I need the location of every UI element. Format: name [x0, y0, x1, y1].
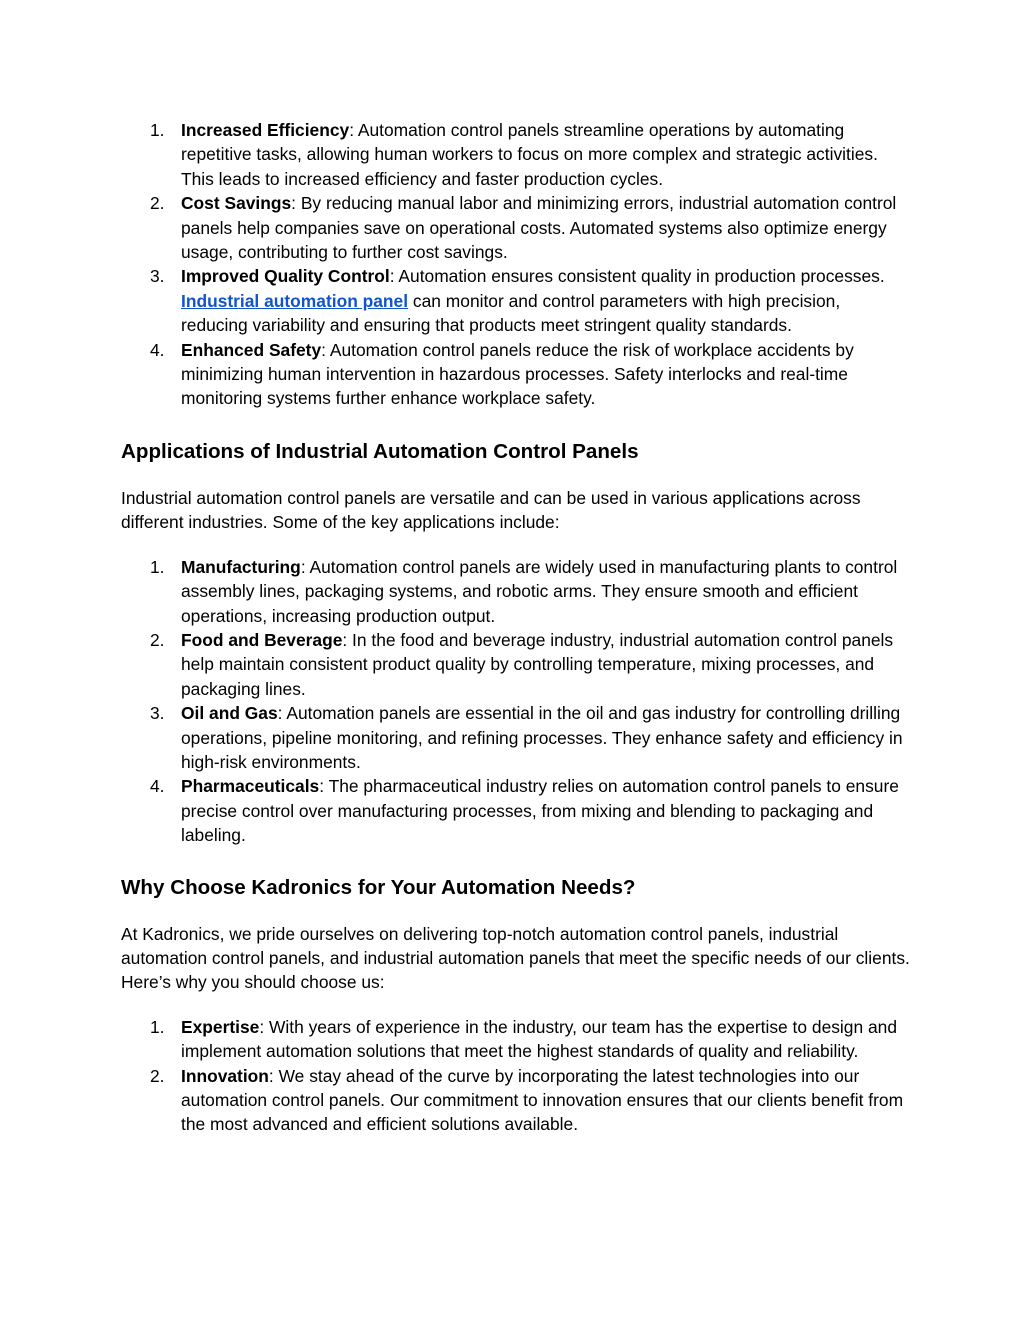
list-item	[121, 338, 911, 411]
applications-intro: Industrial automation control panels are versatile and can be used in various applications across different industries. Some of the key applications include:	[121, 487, 861, 533]
item-term: Improved Quality Control	[181, 266, 390, 287]
industrial-automation-panel-link[interactable]: Industrial automation panel	[181, 290, 409, 311]
list-item	[121, 774, 911, 847]
list-number: 2.	[150, 629, 165, 650]
item-term: Food and Beverage	[181, 629, 343, 650]
item-text: : We stay ahead of the curve by incorporating the latest technologies into our automation control panels. Our commitment to innovation ensures that our clients benefit from the most advanced and efficient solutions available.	[181, 1065, 904, 1135]
list-number: 1.	[150, 556, 165, 577]
item-term: Enhanced Safety	[181, 339, 322, 360]
applications-heading: Applications of Industrial Automation Control Panels	[121, 439, 639, 463]
item-text: : Automation control panels streamline operations by automating repetitive tasks, allowing human workers to focus on more complex and strategic activities. This leads to increased efficiency and faster production cycles.	[181, 120, 878, 189]
list-number: 4.	[150, 339, 165, 360]
document-page	[121, 118, 911, 1137]
list-item	[121, 701, 911, 774]
item-text: : With years of experience in the industry, our team has the expertise to design and implement automation solutions that meet the highest standards of quality and reliability.	[181, 1016, 897, 1062]
item-term: Oil and Gas	[181, 703, 278, 724]
list-number: 1.	[150, 1016, 165, 1037]
why-choose-heading: Why Choose Kadronics for Your Automation Needs?	[121, 875, 636, 899]
item-term: Cost Savings	[181, 193, 292, 214]
list-item	[121, 264, 911, 337]
applications-list	[121, 555, 911, 848]
list-item	[121, 555, 911, 628]
list-number: 2.	[150, 1065, 165, 1086]
item-term: Manufacturing	[181, 556, 301, 577]
list-number: 3.	[150, 703, 165, 724]
list-number: 4.	[150, 776, 165, 797]
benefits-list	[121, 118, 911, 411]
list-number: 3.	[150, 266, 165, 287]
list-item	[121, 628, 911, 701]
item-term: Increased Efficiency	[181, 120, 350, 140]
item-term: Innovation	[181, 1065, 269, 1086]
item-text: : Automation panels are essential in the oil and gas industry for controlling drilling operations, pipeline monitoring, and refining processes. They enhance safety and efficiency in high-risk environments.	[181, 703, 903, 772]
list-number: 1.	[150, 120, 165, 140]
item-term: Pharmaceuticals	[181, 776, 320, 797]
item-text: : In the food and beverage industry, industrial automation control panels help maintain consistent product quality by controlling temperature, mixing processes, and packaging lines.	[181, 629, 894, 699]
list-item	[121, 1015, 911, 1064]
item-text: : The pharmaceutical industry relies on automation control panels to ensure precise control over manufacturing processes, from mixing and blending to packaging and labeling.	[181, 776, 899, 846]
item-text: : Automation control panels reduce the risk of workplace accidents by minimizing human intervention in hazardous processes. Safety interlocks and real-time monitoring systems further enhance workplace safety.	[181, 339, 854, 409]
list-number: 2.	[150, 193, 165, 214]
list-item	[121, 118, 911, 191]
why-choose-list	[121, 1015, 911, 1137]
why-choose-intro: At Kadronics, we pride ourselves on delivering top-notch automation control panels, industrial automation control panels, and industrial automation panels that meet the specific needs of our clients. Here’s why you should choose us:	[121, 923, 910, 993]
list-item	[121, 1064, 911, 1137]
item-text: : By reducing manual labor and minimizing errors, industrial automation control panels help companies save on operational costs. Automated systems also optimize energy usage, contributing to further cost savings.	[181, 193, 897, 263]
item-text: : Automation ensures consistent quality in production processes.	[389, 266, 885, 287]
list-item	[121, 191, 911, 264]
item-text: can monitor and control parameters with high precision, reducing variability and ensuring that products meet stringent quality standards.	[181, 290, 841, 336]
item-text: : Automation control panels are widely used in manufacturing plants to control assembly lines, packaging systems, and robotic arms. They ensure smooth and efficient operations, increasing production output.	[181, 556, 898, 626]
item-term: Expertise	[181, 1016, 260, 1037]
